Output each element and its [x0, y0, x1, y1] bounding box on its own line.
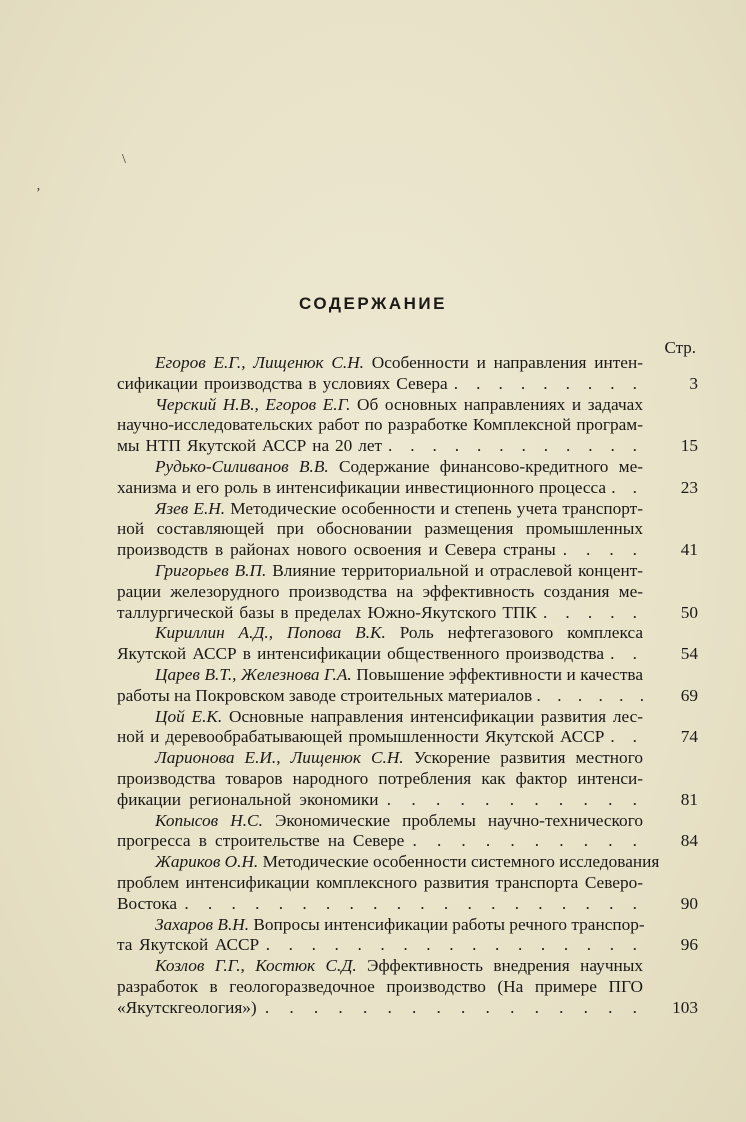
toc-entry-line	[117, 935, 643, 956]
toc-entry-title-text: Содержание финансово-кредитного ме-	[328, 456, 643, 476]
toc-entry	[117, 852, 698, 914]
toc-entry-title-text: Экономические проблемы научно-технического	[262, 810, 643, 830]
toc-entry-authors: Кириллин А.Д., Попова В.К.	[155, 623, 386, 643]
toc-entry-title-text: Якутской АССР в интенсификации общественного производства	[117, 644, 611, 664]
toc-page-number: 50	[680, 602, 698, 622]
toc-entry-title-text: Ускорение развития местного	[403, 748, 643, 768]
toc-entry-title-text: Особенности и направления интен-	[364, 353, 643, 372]
toc-dot-leader: . . . . . . . . . . .	[386, 789, 644, 809]
toc-entry-title-text: разработок в геологоразведочное производство (На примере ПГО	[117, 976, 643, 996]
toc-entry-line	[117, 374, 643, 395]
toc-entry-line	[117, 707, 643, 728]
toc-entry-line	[117, 873, 643, 894]
toc-entry-line	[117, 499, 643, 520]
toc-entry-authors: Черский Н.В., Егоров Е.Г.	[155, 394, 351, 414]
toc-entry-title-text: ной составляющей при обосновании размещения промышленных	[117, 519, 643, 539]
toc-entry-authors: Рудько-Силиванов В.В.	[155, 456, 329, 476]
toc-entry-line	[117, 540, 643, 561]
toc-entry-authors: Язев Е.Н.	[155, 498, 226, 518]
toc-entry-line	[117, 353, 643, 374]
toc-entry-title-text: таллургической базы в пределах Южно-Якутского ТПК	[117, 602, 544, 622]
toc-page-number: 103	[672, 997, 698, 1017]
toc-entry-title-text: проблем интенсификации комплексного развития транспорта Северо-	[117, 872, 643, 892]
toc-entry	[117, 811, 698, 853]
toc-entry-line	[117, 748, 643, 769]
toc-entry-title-text: Методические особенности системного исследования	[258, 852, 660, 872]
toc-entry	[117, 457, 698, 499]
toc-entry-line	[117, 998, 643, 1019]
toc-entry-line	[117, 665, 643, 686]
toc-dot-leader: . .	[610, 644, 643, 664]
toc-entry	[117, 956, 698, 1018]
toc-dot-leader: . . . . . .	[536, 685, 651, 705]
toc-entry	[117, 748, 698, 810]
toc-entry	[117, 353, 698, 395]
toc-entry-line	[117, 603, 643, 624]
toc-entry-authors: Цой Е.К.	[155, 706, 223, 726]
toc-entry-line	[117, 685, 651, 707]
toc-entry-line	[117, 519, 643, 540]
toc-entry-authors: Жариков О.Н.	[155, 852, 259, 872]
toc-entry-line	[117, 852, 660, 873]
toc-dot-leader: . .	[610, 727, 644, 747]
toc-page-number: 41	[680, 540, 698, 560]
toc-entry-title-text: Об основных направлениях и задачах	[350, 394, 643, 414]
toc-entry-title-text: Повышение эффективности и качества	[351, 664, 643, 684]
toc-dot-leader: . . . . . . . . . .	[412, 831, 643, 851]
toc-dot-leader: . . . . . . . . . . . .	[388, 436, 643, 456]
toc-page-number: 90	[680, 893, 698, 913]
toc-entry-title-text: ханизма и его роль в интенсификации инвестиционного процесса	[117, 477, 612, 497]
toc-entry	[117, 665, 698, 707]
toc-entry-line	[117, 977, 643, 998]
toc-entry-line	[117, 956, 643, 977]
toc-entry-authors: Царев В.Т., Железнова Г.А.	[155, 664, 352, 684]
toc-entry-title-text: рации железорудного производства на эффективность создания ме-	[117, 581, 643, 601]
toc-dot-leader: . . . .	[562, 540, 643, 560]
toc-entry-title-text: «Якутскгеология»)	[117, 997, 265, 1017]
toc-entry-line	[117, 457, 643, 478]
toc-dot-leader: . . . . . . . . . . . . . . . . .	[265, 935, 643, 955]
toc-entry-title-text: Методические особенности и степень учета транспорт-	[225, 498, 643, 518]
toc-entry-title-text: работы на Покровском заводе строительных материалов	[117, 685, 537, 705]
toc-entry-line	[117, 831, 643, 852]
toc-entry-authors: Ларионова Е.И., Лищенюк С.Н.	[155, 748, 404, 768]
toc-page-number: 69	[680, 685, 698, 705]
toc-page-number: 54	[680, 644, 698, 664]
toc-entry-line	[117, 811, 643, 832]
toc-entry-title-text: прогресса в строительстве на Севере	[117, 831, 413, 851]
toc-page-number: 15	[680, 436, 698, 456]
toc-entry-authors: Копысов Н.С.	[155, 810, 263, 830]
toc-entry	[117, 395, 698, 457]
page-column-label: Стр.	[664, 338, 696, 357]
toc-entry-line	[117, 915, 643, 936]
table-of-contents	[117, 353, 698, 1019]
toc-dot-leader: . . . . . . . . . . . . . . . .	[264, 997, 643, 1017]
toc-page-number: 3	[689, 373, 698, 393]
toc-entry-line	[117, 436, 643, 457]
toc-entry-line	[117, 582, 643, 603]
toc-entry-title-text: Влияние территориальной и отраслевой концент-	[266, 560, 643, 580]
toc-dot-leader: . .	[611, 477, 643, 497]
toc-entry-title-text: Вопросы интенсификации работы речного транспор-	[249, 914, 645, 934]
toc-page-number: 96	[680, 935, 698, 955]
toc-entry-line	[117, 623, 643, 644]
toc-entry-title-text: ной и деревообрабатывающей промышленности Якутской АССР	[117, 727, 611, 747]
print-speck: \	[122, 152, 126, 167]
toc-page-number: 74	[680, 727, 698, 747]
toc-entry-authors: Григорьев В.П.	[155, 560, 267, 580]
toc-entry	[117, 915, 698, 957]
toc-entry-line	[117, 415, 643, 436]
toc-entry-title-text: та Якутской АССР	[117, 935, 266, 955]
toc-entry-title-text: производства товаров народного потребления как фактор интенси-	[117, 768, 643, 788]
toc-entry-title-text: научно-исследовательских работ по разработке Комплексной програм-	[117, 415, 643, 435]
toc-entry-authors: Козлов Г.Г., Костюк С.Д.	[155, 956, 357, 976]
toc-entry-title-text: Роль нефтегазового комплекса	[385, 623, 643, 643]
toc-entry-title-text: мы НТП Якутской АССР на 20 лет	[117, 436, 389, 456]
toc-entry-title-text: фикации региональной экономики	[117, 789, 387, 809]
toc-heading: СОДЕРЖАНИЕ	[299, 294, 447, 313]
toc-entry-title-text: сификации производства в условиях Севера	[117, 373, 454, 393]
toc-page-number: 84	[680, 831, 698, 851]
toc-entry-authors: Егоров Е.Г., Лищенюк С.Н.	[155, 353, 365, 372]
toc-page-number: 81	[680, 789, 698, 809]
toc-entry-line	[117, 894, 643, 915]
print-speck: ʼ	[36, 186, 41, 201]
toc-entry-line	[117, 395, 643, 416]
toc-page-number: 23	[680, 477, 698, 497]
toc-dot-leader: . . . . .	[543, 602, 643, 622]
toc-entry-line	[117, 727, 643, 748]
toc-entry-line	[117, 561, 643, 582]
toc-entry-title-text: Востока	[117, 893, 185, 913]
toc-entry-title-text: производств в районах нового освоения и Севера страны	[117, 540, 563, 560]
toc-entry-line	[117, 790, 643, 811]
toc-entry	[117, 561, 698, 623]
toc-entry-line	[117, 769, 643, 790]
toc-entry	[117, 499, 698, 561]
toc-entry-line	[117, 644, 643, 665]
toc-entry-title-text: Основные направления интенсификации развития лес-	[222, 706, 643, 726]
toc-entry-authors: Захаров В.Н.	[155, 914, 250, 934]
toc-dot-leader: . . . . . . . . . . . . . . . . . . . .	[184, 893, 644, 913]
toc-entry-title-text: Эффективность внедрения научных	[356, 956, 644, 976]
toc-entry	[117, 707, 698, 749]
toc-dot-leader: . . . . . . . . .	[453, 373, 643, 393]
toc-entry	[117, 623, 698, 665]
toc-entry-line	[117, 478, 643, 499]
